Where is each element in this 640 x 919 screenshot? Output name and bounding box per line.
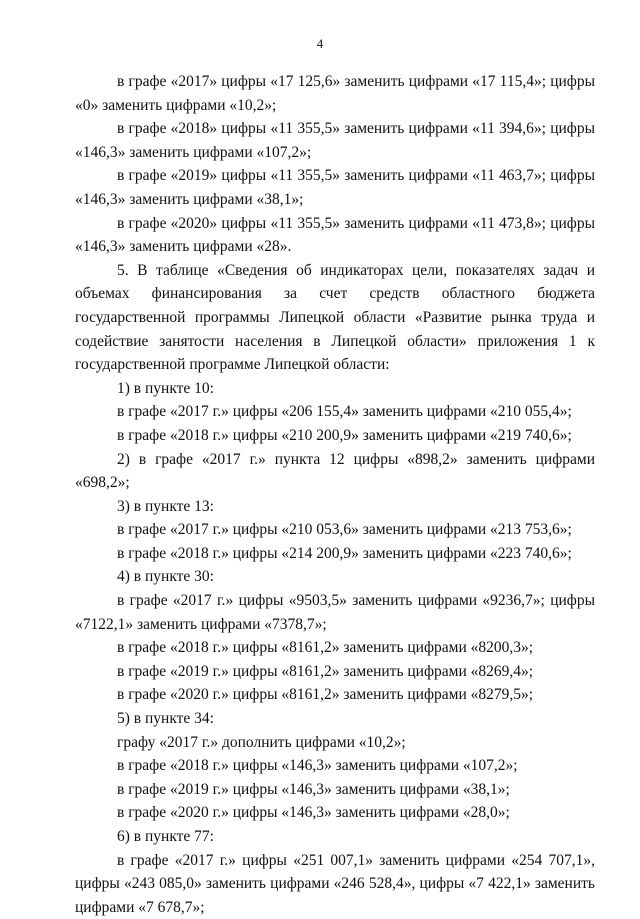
- paragraph: в графе «2019» цифры «11 355,5» заменить цифрами «11 463,7»; цифры «146,3» заменить цифрами «38,1»;: [75, 167, 595, 208]
- paragraph: в графе «2020 г.» цифры «146,3» заменить цифрами «28,0»;: [117, 804, 510, 822]
- paragraph: в графе «2018 г.» цифры «214 200,9» заменить цифрами «223 740,6»;: [117, 544, 572, 562]
- paragraph: в графе «2019 г.» цифры «146,3» заменить цифрами «38,1»;: [117, 780, 510, 798]
- paragraph: в графе «2018 г.» цифры «146,3» заменить цифрами «107,2»;: [117, 757, 518, 775]
- paragraph: в графе «2018» цифры «11 355,5» заменить цифрами «11 394,6»; цифры «146,3» заменить цифрами «107,2»;: [75, 120, 595, 161]
- paragraph: 5) в пункте 34:: [117, 710, 214, 728]
- paragraph: в графе «2017 г.» цифры «206 155,4» заменить цифрами «210 055,4»;: [117, 403, 572, 421]
- paragraph: 6) в пункте 77:: [117, 828, 214, 845]
- paragraph: в графе «2017» цифры «17 125,6» заменить цифрами «17 115,4»; цифры «0» заменить цифрами «10,2»;: [75, 73, 595, 114]
- paragraph: в графе «2017 г.» цифры «251 007,1» заменить цифрами «254 707,1», цифры «243 085,0» заменить цифрами «246 528,4», цифры «7 422,1» заменить цифрами «7 678,7»;: [75, 851, 595, 916]
- paragraph: 4) в пункте 30:: [117, 568, 214, 586]
- paragraph: 5. В таблице «Сведения об индикаторах цели, показателях задач и объемах финансирования за счет средств областного бюджета государственной программы Липецкой области «Развитие рынка труда и содействие занятости населения в Липецкой области» приложения 1 к государственной программе Липецкой области:: [75, 261, 595, 374]
- paragraph: в графе «2017 г.» цифры «210 053,6» заменить цифрами «213 753,6»;: [117, 521, 572, 539]
- paragraph: в графе «2017 г.» цифры «9503,5» заменить цифрами «9236,7»; цифры «7122,1» заменить цифрами «7378,7»;: [75, 592, 595, 633]
- paragraph: в графе «2018 г.» цифры «8161,2» заменить цифрами «8200,3»;: [117, 639, 534, 657]
- paragraph: 3) в пункте 13:: [117, 497, 214, 515]
- paragraph: 1) в пункте 10:: [117, 379, 214, 397]
- paragraph: в графе «2018 г.» цифры «210 200,9» заменить цифрами «219 740,6»;: [117, 426, 572, 444]
- paragraph: в графе «2019 г.» цифры «8161,2» заменить цифрами «8269,4»;: [117, 662, 534, 680]
- paragraph: 2) в графе «2017 г.» пункта 12 цифры «898,2» заменить цифрами «698,2»;: [75, 450, 595, 492]
- document-body: [75, 70, 595, 919]
- paragraph: в графе «2020» цифры «11 355,5» заменить цифрами «11 473,8»; цифры «146,3» заменить цифрами «28».: [75, 214, 595, 256]
- page-number: 4: [316, 36, 324, 51]
- paragraph: графу «2017 г.» дополнить цифрами «10,2»;: [117, 733, 406, 751]
- paragraph: в графе «2020 г.» цифры «8161,2» заменить цифрами «8279,5»;: [117, 686, 534, 704]
